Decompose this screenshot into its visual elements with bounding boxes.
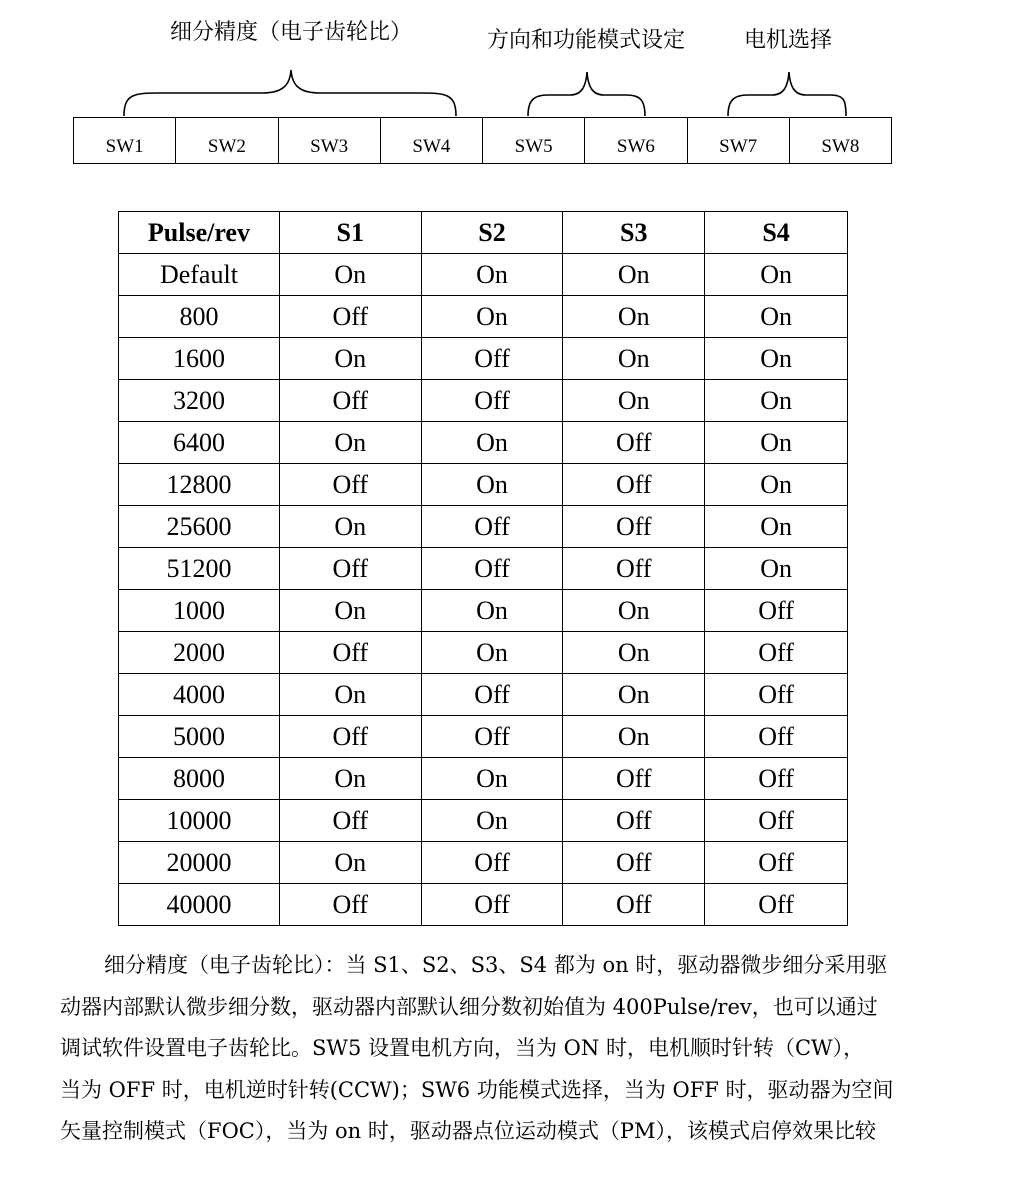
cell-s3: Off <box>563 800 705 842</box>
cell-s3: On <box>563 674 705 716</box>
group-label-subdivision: 细分精度（电子齿轮比） <box>169 20 413 45</box>
cell-s4: Off <box>705 632 848 674</box>
cell-s3: Off <box>563 842 705 884</box>
cell-s4: On <box>705 338 848 380</box>
header-s1: S1 <box>279 212 421 254</box>
cell-pulse-rev: Default <box>119 254 280 296</box>
table-row <box>119 842 848 884</box>
cell-s3: On <box>563 296 705 338</box>
cell-s1: Off <box>279 716 421 758</box>
cell-s3: On <box>563 590 705 632</box>
cell-s1: On <box>279 758 421 800</box>
cell-s4: On <box>705 422 848 464</box>
cell-s1: Off <box>279 632 421 674</box>
cell-s1: On <box>279 422 421 464</box>
cell-pulse-rev: 1600 <box>119 338 280 380</box>
table-row <box>119 338 848 380</box>
description-paragraph <box>60 945 970 1153</box>
cell-s3: Off <box>563 506 705 548</box>
cell-pulse-rev: 20000 <box>119 842 280 884</box>
pulse-rev-table <box>118 211 848 926</box>
header-s3: S3 <box>563 212 705 254</box>
cell-s2: Off <box>421 548 563 590</box>
table-row <box>119 716 848 758</box>
cell-s2: Off <box>421 380 563 422</box>
table-row <box>119 674 848 716</box>
brace-motor-select <box>728 72 846 116</box>
cell-s2: Off <box>421 842 563 884</box>
paragraph-line: 当为 OFF 时，电机逆时针转(CCW)；SW6 功能模式选择，当为 OFF 时，驱动器为空间 <box>60 1077 894 1102</box>
cell-s1: Off <box>279 464 421 506</box>
switch-sw4: SW4 <box>381 118 483 163</box>
cell-s3: On <box>563 254 705 296</box>
table-row <box>119 758 848 800</box>
cell-s1: On <box>279 506 421 548</box>
switch-sw3: SW3 <box>279 118 381 163</box>
cell-pulse-rev: 40000 <box>119 884 280 926</box>
cell-s2: Off <box>421 506 563 548</box>
cell-s1: On <box>279 338 421 380</box>
cell-s3: On <box>563 380 705 422</box>
cell-s1: Off <box>279 380 421 422</box>
cell-pulse-rev: 4000 <box>119 674 280 716</box>
table-row <box>119 422 848 464</box>
cell-s2: Off <box>421 884 563 926</box>
group-label-motor-select: 电机选择 <box>743 28 833 53</box>
cell-pulse-rev: 12800 <box>119 464 280 506</box>
switch-sw6: SW6 <box>585 118 687 163</box>
cell-s4: Off <box>705 884 848 926</box>
cell-s2: On <box>421 464 563 506</box>
cell-pulse-rev: 6400 <box>119 422 280 464</box>
switch-sw7: SW7 <box>688 118 790 163</box>
cell-s2: On <box>421 254 563 296</box>
paragraph-line: 动器内部默认微步细分数，驱动器内部默认细分数初始值为 400Pulse/rev，也可以通过 <box>60 994 878 1019</box>
table-row <box>119 464 848 506</box>
cell-s2: On <box>421 800 563 842</box>
cell-s1: Off <box>279 296 421 338</box>
cell-s3: Off <box>563 464 705 506</box>
cell-s4: Off <box>705 800 848 842</box>
switch-sw8: SW8 <box>821 136 860 157</box>
paragraph-line: 调试软件设置电子齿轮比。SW5 设置电机方向，当为 ON 时，电机顺时针转（CW）， <box>60 1036 865 1061</box>
cell-s2: Off <box>421 716 563 758</box>
cell-s4: Off <box>705 716 848 758</box>
cell-pulse-rev: 800 <box>119 296 280 338</box>
cell-s4: On <box>705 296 848 338</box>
cell-s1: On <box>279 590 421 632</box>
paragraph-line: 细分精度（电子齿轮比）：当 S1、S2、S3、S4 都为 on 时，驱动器微步细分采用驱 <box>104 953 888 977</box>
dip-switch-row <box>73 117 892 164</box>
cell-s4: On <box>705 548 848 590</box>
switch-sw5: SW5 <box>483 118 585 163</box>
cell-s3: Off <box>563 422 705 464</box>
header-s4: S4 <box>705 212 848 254</box>
cell-pulse-rev: 3200 <box>119 380 280 422</box>
cell-s2: Off <box>421 338 563 380</box>
cell-s2: Off <box>421 674 563 716</box>
cell-s3: On <box>563 716 705 758</box>
cell-s3: Off <box>563 758 705 800</box>
cell-s2: On <box>421 296 563 338</box>
cell-s1: On <box>279 842 421 884</box>
cell-s3: Off <box>563 548 705 590</box>
cell-s3: On <box>563 338 705 380</box>
brace-direction-mode <box>528 72 645 116</box>
cell-s4: On <box>705 464 848 506</box>
cell-pulse-rev: 8000 <box>119 758 280 800</box>
cell-s4: On <box>705 254 848 296</box>
cell-s2: On <box>421 422 563 464</box>
cell-s2: On <box>421 590 563 632</box>
cell-s4: Off <box>705 590 848 632</box>
header-pulse-rev: Pulse/rev <box>119 212 280 254</box>
table-row <box>119 548 848 590</box>
cell-pulse-rev: 51200 <box>119 548 280 590</box>
paragraph-line: 矢量控制模式（FOC），当为 on 时，驱动器点位运动模式（PM），该模式启停效果比较 <box>60 1119 877 1144</box>
table-row <box>119 506 848 548</box>
table-header-row <box>119 212 848 254</box>
cell-s3: On <box>563 632 705 674</box>
cell-s2: On <box>421 632 563 674</box>
cell-pulse-rev: 2000 <box>119 632 280 674</box>
cell-s4: Off <box>705 842 848 884</box>
group-label-direction-mode: 方向和功能模式设定 <box>486 28 686 53</box>
table-row <box>119 590 848 632</box>
cell-s1: On <box>279 254 421 296</box>
switch-sw1: SW1 <box>74 118 176 163</box>
cell-pulse-rev: 25600 <box>119 506 280 548</box>
cell-pulse-rev: 10000 <box>119 800 280 842</box>
cell-pulse-rev: 1000 <box>119 590 280 632</box>
brace-graphics <box>0 0 1012 130</box>
table-row <box>119 296 848 338</box>
cell-s1: Off <box>279 800 421 842</box>
cell-s1: On <box>279 674 421 716</box>
cell-s4: Off <box>705 758 848 800</box>
brace-subdivision <box>124 70 456 116</box>
cell-s4: On <box>705 506 848 548</box>
cell-s4: Off <box>705 674 848 716</box>
table-row <box>119 254 848 296</box>
table-row <box>119 884 848 926</box>
cell-s1: Off <box>279 548 421 590</box>
cell-s1: Off <box>279 884 421 926</box>
switch-sw2: SW2 <box>176 118 278 163</box>
table-row <box>119 632 848 674</box>
cell-s4: On <box>705 380 848 422</box>
cell-pulse-rev: 5000 <box>119 716 280 758</box>
table-row <box>119 380 848 422</box>
header-s2: S2 <box>421 212 563 254</box>
table-body <box>119 254 848 926</box>
cell-s3: Off <box>563 884 705 926</box>
cell-s2: On <box>421 758 563 800</box>
table-row <box>119 800 848 842</box>
